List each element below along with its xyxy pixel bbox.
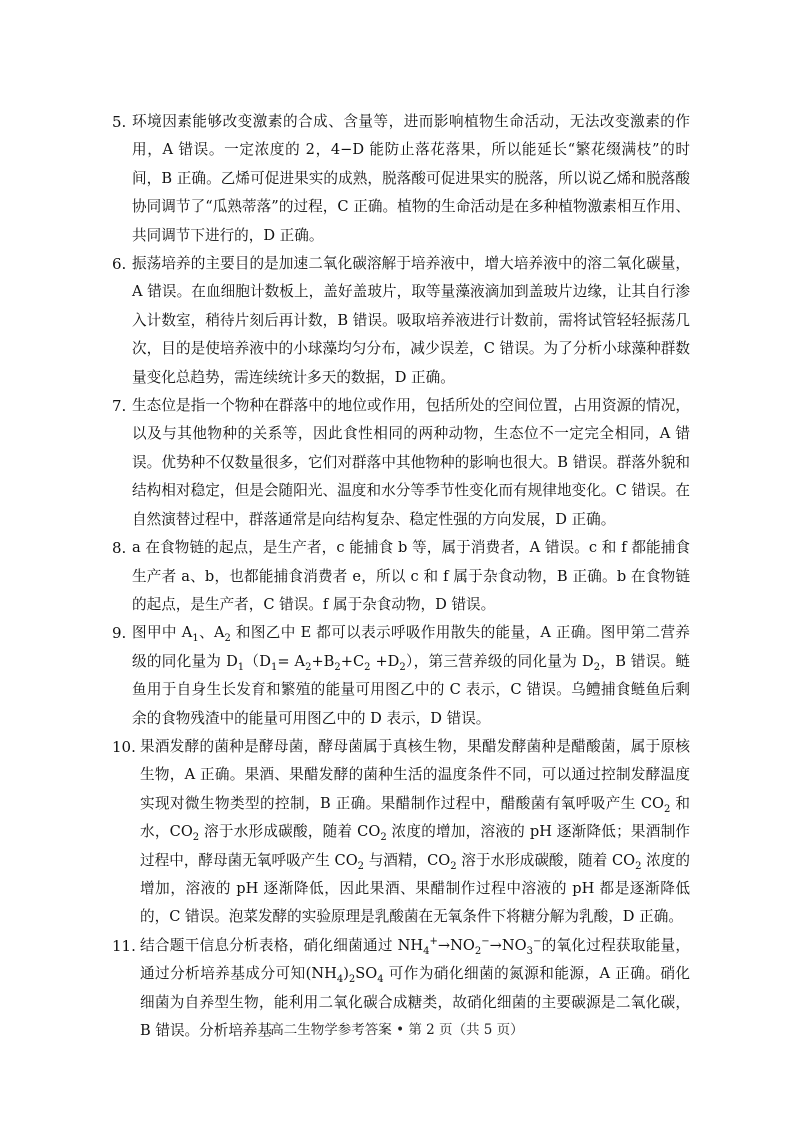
subscript: 4 bbox=[336, 974, 344, 986]
text-run: 的氧化过程获取能量，通过分析培养基成分可知(NH bbox=[140, 936, 690, 983]
page-footer: 高二生物学参考答案 • 第 2 页（共 5 页） bbox=[270, 1022, 524, 1038]
answer-list bbox=[112, 108, 690, 1045]
subscript: 2 bbox=[224, 633, 231, 645]
text-run: 结合题干信息分析表格，硝化细菌通过 NH bbox=[140, 936, 424, 954]
text-run: 果酒发酵的菌种是酵母菌，酵母菌属于真核生物，果醋发酵菌种是醋酸菌，属于原核生物，A 正确。果酒、果醋发酵的菌种生活的温度条件不同，可以通过控制发酵温度实现对微生物类型的控制，B 正确。果醋制作过程中，醋酸菌有氧呼吸产生 CO bbox=[140, 737, 690, 812]
text-run: 和水，CO bbox=[140, 794, 690, 841]
subscript: 2 bbox=[399, 661, 406, 673]
subscript: 1 bbox=[192, 633, 199, 645]
superscript: + bbox=[429, 935, 438, 947]
item-text: 生态位是指一个物种在群落中的地位或作用，包括所处的空间位置，占用资源的情况，以及与其他物种的关系等，因此食性相同的两种动物，生态位不一定完全相同，A 错误。优势种不仅数量很多，它们对群落中其他物种的影响也很大。B 错误。群落外貌和结构相对稳定，但是会随阳光、温度和水分等季节性变化而有规律地变化。C 错误。在自然演替过程中，群落通常是向结构复杂、稳定性强的方向发展，D 正确。 bbox=[132, 397, 690, 528]
item-number: 7. bbox=[112, 397, 127, 416]
answer-item-8 bbox=[112, 534, 690, 619]
subscript: 2 bbox=[380, 832, 387, 844]
subscript: 2 bbox=[663, 803, 671, 815]
subscript: 1 bbox=[237, 661, 245, 673]
subscript: 2 bbox=[635, 860, 642, 872]
text-run: 图甲中 A bbox=[132, 624, 193, 642]
text-run: 可作为硝化细菌的氮源和能源，A 正确。硝化细菌为自养型生物，能利用二氧化碳合成糖类，故硝化细菌的主要碳源是二氧化碳，B 错误。分析培养基 bbox=[140, 965, 690, 1039]
text-run: +C bbox=[340, 652, 365, 670]
text-run: 与酒精，CO bbox=[364, 851, 451, 869]
subscript: 3 bbox=[526, 945, 533, 957]
subscript: 2 bbox=[334, 661, 341, 673]
text-run: 浓度的增加，溶液的 pH 逐渐降低；果酒制作过程中，酵母菌无氧呼吸产生 CO bbox=[140, 823, 690, 869]
text-run: = A bbox=[277, 652, 306, 670]
text-run: ，B 错误。鲢鱼用于自身生长发育和繁殖的能量可用图乙中的 C 表示，C 错误。乌鳢捕食鲢鱼后剩余的食物残渣中的能量可用图乙中的 D 表示，D 错误。 bbox=[132, 652, 691, 727]
item-text bbox=[140, 733, 690, 932]
subscript: 2 bbox=[348, 974, 356, 986]
item-number: 10. bbox=[112, 737, 136, 756]
subscript: 2 bbox=[593, 661, 601, 673]
subscript: 2 bbox=[450, 860, 457, 872]
text-run: →NO bbox=[437, 936, 475, 954]
subscript: 2 bbox=[364, 661, 371, 673]
text-run: 溶于水形成碳酸，随着 CO bbox=[199, 823, 381, 841]
answer-item-5 bbox=[112, 108, 690, 250]
text-run: 、A bbox=[198, 624, 225, 642]
subscript: 2 bbox=[357, 860, 365, 872]
text-run: 浓度的增加，溶液的 pH 逐渐降低，因此果酒、果醋制作过程中溶液的 pH 都是逐渐降低的，C 错误。泡菜发酵的实验原理是乳酸菌在无氧条件下将糖分解为乳酸，D 正确。 bbox=[140, 851, 690, 926]
item-number: 8. bbox=[112, 539, 127, 558]
superscript: − bbox=[481, 935, 490, 947]
item-text bbox=[132, 619, 690, 733]
item-number: 6. bbox=[112, 255, 127, 274]
text-run: 和图乙中 E 都可以表示呼吸作用散失的能量，A 正确。图甲第二营养级的同化量为 D bbox=[132, 624, 690, 670]
text-run: ) bbox=[343, 965, 349, 983]
subscript: 4 bbox=[423, 945, 430, 957]
text-run: SO bbox=[355, 965, 378, 983]
item-number: 9. bbox=[112, 624, 127, 643]
item-number: 5. bbox=[112, 113, 127, 131]
item-text: 振荡培养的主要目的是加速二氧化碳溶解于培养液中，增大培养液中的溶二氧化碳量，A 错误。在血细胞计数板上，盖好盖玻片，取等量藻液滴加到盖玻片边缘，让其自行渗入计数室，稍待片刻后再计数，B 错误。吸取培养液进行计数前，需将试管轻轻振荡几次，目的是使培养液中的小球藻均匀分布，减少误差，C 错误。为了分析小球藻种群数量变化总趋势，需连续统计多天的数据，D 正确。 bbox=[132, 255, 690, 386]
item-text: 环境因素能够改变激素的合成、含量等，进而影响植物生命活动，无法改变激素的作用，A 错误。一定浓度的 2，4−D 能防止落花落果，所以能延长“繁花缀满枝”的时间，B 正确。乙烯可促进果实的成熟，脱落酸可促进果实的脱落，所以说乙烯和脱落酸协同调节了“瓜熟蒂落”的过程，C 正确。植物的生命活动是在多种植物激素相互作用、共同调节下进行的，D 正确。 bbox=[132, 113, 690, 244]
subscript: 1 bbox=[271, 661, 278, 673]
text-run: →NO bbox=[489, 936, 527, 954]
item-number: 11. bbox=[112, 936, 136, 955]
item-text: a 在食物链的起点，是生产者，c 能捕食 b 等，属于消费者，A 错误。c 和 f 都能捕食生产者 a、b，也都能捕食消费者 e，所以 c 和 f 属于杂食动物，B 正确。b 在食物链的起点，是生产者，C 错误。f 属于杂食动物，D 错误。 bbox=[132, 539, 690, 613]
superscript: − bbox=[532, 935, 542, 947]
text-run: ），第三营养级的同化量为 D bbox=[405, 652, 594, 670]
subscript: 2 bbox=[474, 945, 482, 957]
subscript: 2 bbox=[305, 661, 312, 673]
answer-item-7 bbox=[112, 392, 690, 534]
text-run: +D bbox=[370, 652, 400, 670]
answer-item-9 bbox=[112, 619, 690, 733]
text-run: （D bbox=[244, 652, 271, 670]
answer-item-6 bbox=[112, 250, 690, 392]
subscript: 4 bbox=[377, 974, 384, 986]
text-run: 溶于水形成碳酸，随着 CO bbox=[456, 851, 636, 869]
subscript: 2 bbox=[192, 832, 200, 844]
answer-item-10 bbox=[112, 733, 690, 932]
text-run: +B bbox=[311, 652, 335, 670]
